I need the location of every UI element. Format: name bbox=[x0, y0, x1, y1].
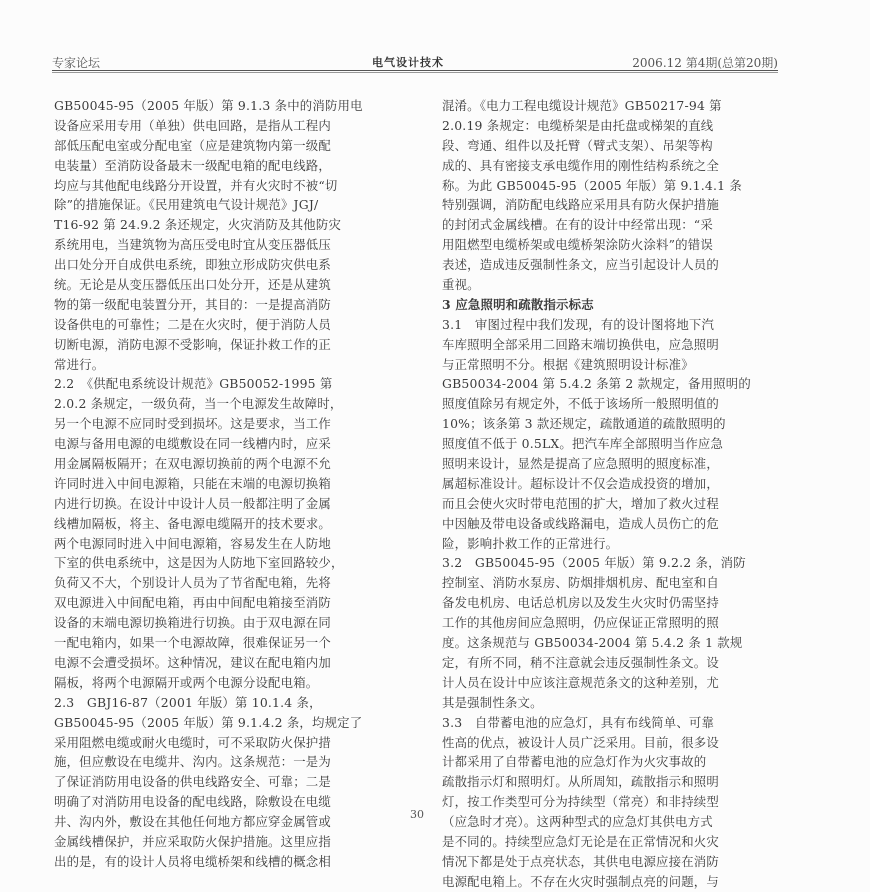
text-line: 明确了对消防用电设备的配电线路，除敷设在电缆 bbox=[54, 794, 331, 810]
text-line: 中因触及带电设备或线路漏电，造成人员伤亡的危 bbox=[442, 515, 719, 531]
text-line: 部低压配电室或分配电室（应是建筑物内第一级配 bbox=[54, 137, 331, 153]
text-line: 重视。 bbox=[442, 277, 480, 293]
text-line: 出的是，有的设计人员将电缆桥架和线槽的概念相 bbox=[54, 853, 331, 869]
text-line: 常进行。 bbox=[54, 356, 105, 372]
page-number: 30 bbox=[410, 808, 424, 821]
text-line: 性高的优点，被设计人员广泛采用。目前，很多设 bbox=[442, 734, 719, 750]
text-line: 2.0.2 条规定，一级负荷，当一个电源发生故障时， bbox=[54, 396, 343, 412]
text-line: 照度值不低于 0.5LX。把汽车库全部照明当作应急 bbox=[442, 436, 724, 452]
text-line: 电装量）至消防设备最末一级配电箱的配电线路， bbox=[54, 157, 331, 173]
text-line: 切断电源，消防电源不受影响，保证扑救工作的正 bbox=[54, 336, 331, 352]
text-line: 灯，按工作类型可分为持续型（常亮）和非持续型 bbox=[442, 794, 719, 810]
text-line: 设备供电的可靠性；二是在火灾时，便于消防人员 bbox=[54, 316, 331, 332]
text-line: GB50034-2004 第 5.4.2 条第 2 款规定，备用照明的 bbox=[442, 376, 751, 392]
text-line: 车库照明全部采用二回路末端切换供电，应急照明 bbox=[442, 336, 719, 352]
text-line: 计人员在设计中应该注意规范条文的这种差别，尤 bbox=[442, 674, 719, 690]
text-line: 称。为此 GB50045-95（2005 年版）第 9.1.4.1 条 bbox=[442, 177, 742, 193]
left-column bbox=[54, 96, 414, 872]
text-line: 除”的措施保证。《民用建筑电气设计规范》JGJ/ bbox=[54, 197, 319, 213]
text-line: 另一个电源不应同时受到损坏。这是要求，当工作 bbox=[54, 416, 331, 432]
text-line: 用阻燃型电缆桥架或电缆桥架涂防火涂料”的错误 bbox=[442, 237, 713, 253]
text-line: 10%；该条第 3 款还规定，疏散通道的疏散照明的 bbox=[442, 416, 726, 432]
text-line: 险，影响扑救工作的正常进行。 bbox=[442, 535, 619, 551]
text-line: 设备应采用专用（单独）供电回路，是指从工程内 bbox=[54, 117, 331, 133]
text-line: 照度值除另有规定外，不低于该场所一般照明值的 bbox=[442, 396, 719, 412]
text-line: 是不同的。持续型应急灯无论是在正常情况和火灾 bbox=[442, 833, 719, 849]
running-header bbox=[52, 52, 778, 76]
text-line: 两个电源同时进入中间电源箱，容易发生在人防地 bbox=[54, 535, 331, 551]
text-line: 均应与其他配电线路分开设置，并有火灾时不被“切 bbox=[54, 177, 338, 193]
text-line: 下室的供电系统中，这是因为人防地下室回路较少， bbox=[54, 555, 344, 571]
text-line: 电源配电箱上。不存在火灾时强制点亮的问题，与 bbox=[442, 873, 719, 889]
text-line: 井、沟内外，敷设在其他任何地方都应穿金属管或 bbox=[54, 814, 331, 830]
header-issue: 2006.12 第4期(总第20期) bbox=[632, 56, 778, 70]
text-line: 电源与备用电源的电缆敷设在同一线槽内时，应采 bbox=[54, 436, 331, 452]
text-line: 设备的末端电源切换箱进行切换。由于双电源在同 bbox=[54, 615, 331, 631]
text-line: 采用阻燃电缆或耐火电缆时，可不采取防火保护措 bbox=[54, 734, 331, 750]
text-line: 出口处分开自成供电系统，即独立形成防灾供电系 bbox=[54, 257, 331, 273]
right-column bbox=[442, 96, 814, 892]
text-line: 隔板，将两个电源隔开或两个电源分设配电箱。 bbox=[54, 674, 319, 690]
text-line: 工作的其他房间应急照明，仍应保证正常照明的照 bbox=[442, 615, 719, 631]
text-line: 计都采用了自带蓄电池的应急灯作为火灾事故的 bbox=[442, 754, 707, 770]
text-line: 与正常照明不分。根据《建筑照明设计标准》 bbox=[442, 356, 694, 372]
text-line: 2.2 《供配电系统设计规范》GB50052-1995 第 bbox=[54, 376, 333, 392]
text-line: 定，有所不同，稍不注意就会违反强制性条文。设 bbox=[442, 654, 719, 670]
text-line: 备发电机房、电话总机房以及发生火灾时仍需坚持 bbox=[442, 595, 719, 611]
text-line: GB50045-95（2005 年版）第 9.1.3 条中的消防用电 bbox=[54, 98, 363, 113]
text-line: 2.0.19 条规定：电缆桥架是由托盘或梯架的直线 bbox=[442, 117, 714, 133]
text-line: 用金属隔板隔开；在双电源切换前的两个电源不允 bbox=[54, 456, 331, 472]
text-line: 表述，造成违反强制性条文，应当引起设计人员的 bbox=[442, 257, 719, 273]
text-line: 度。这条规范与 GB50034-2004 第 5.4.2 条 1 款规 bbox=[442, 635, 743, 651]
text-line: 2.3 GBJ16-87（2001 年版）第 10.1.4 条， bbox=[54, 694, 322, 710]
text-line: 物的第一级配电装置分开，其目的：一是提高消防 bbox=[54, 296, 331, 312]
text-line: 金属线槽保护，并应采取防火保护措施。这里应指 bbox=[54, 833, 331, 849]
text-line: （应急时才亮）。这两种型式的应急灯其供电方式 bbox=[442, 814, 713, 830]
text-line: 统。无论是从变压器低压出口处分开，还是从建筑 bbox=[54, 277, 331, 293]
text-line: 了保证消防用电设备的供电线路安全、可靠；二是 bbox=[54, 774, 331, 790]
text-line: 属超标准设计。超标设计不仅会造成投资的增加， bbox=[442, 475, 719, 491]
text-line: GB50045-95（2005 年版）第 9.1.4.2 条，均规定了 bbox=[54, 714, 363, 730]
text-line: 系统用电，当建筑物为高压受电时宜从变压器低压 bbox=[54, 237, 331, 253]
text-line: 混淆。《电力工程电缆设计规范》GB50217-94 第 bbox=[442, 98, 722, 113]
text-line: 双电源进入中间配电箱，再由中间配电箱接至消防 bbox=[54, 595, 331, 611]
text-line: T16-92 第 24.9.2 条还规定，火灾消防及其他防灾 bbox=[54, 217, 342, 233]
text-line: 照明来设计，显然是提高了应急照明的照度标准， bbox=[442, 456, 719, 472]
text-line: 施，但应敷设在电缆井、沟内。这条规范：一是为 bbox=[54, 754, 331, 770]
header-rule bbox=[52, 70, 778, 71]
header-section: 专家论坛 bbox=[52, 56, 101, 70]
text-line: 3.3 自带蓄电池的应急灯，具有布线简单、可靠 bbox=[442, 714, 715, 730]
text-line: 3.1 审图过程中我们发现，有的设计图将地下汽 bbox=[442, 316, 715, 332]
text-line: 一配电箱内，如果一个电源故障，很难保证另一个 bbox=[54, 635, 331, 651]
text-line: 其是强制性条文。 bbox=[442, 694, 543, 710]
text-line: 情况下都是处于点亮状态，其供电电源应接在消防 bbox=[442, 853, 719, 869]
header-rule-secondary bbox=[52, 72, 778, 73]
text-line: 而且会使火灾时带电范围的扩大，增加了救火过程 bbox=[442, 495, 719, 511]
text-line: 特别强调，消防配电线路应采用具有防火保护措施 bbox=[442, 197, 719, 213]
text-line: 内进行切换。在设计中设计人员一般都注明了金属 bbox=[54, 495, 331, 511]
text-line: 3.2 GB50045-95（2005 年版）第 9.2.2 条，消防 bbox=[442, 555, 746, 571]
text-line: 3 应急照明和疏散指示标志 bbox=[442, 296, 594, 312]
header-journal: 电气设计技术 bbox=[372, 56, 444, 69]
text-line: 许同时进入中间电源箱，只能在末端的电源切换箱 bbox=[54, 475, 331, 491]
text-line: 负荷又不大，个别设计人员为了节省配电箱，先将 bbox=[54, 575, 331, 591]
text-line: 疏散指示灯和照明灯。从所周知，疏散指示和照明 bbox=[442, 774, 719, 790]
text-line: 电源不会遭受损坏。这种情况，建议在配电箱内加 bbox=[54, 654, 331, 670]
text-line: 线槽加隔板，将主、备电源电缆隔开的技术要求。 bbox=[54, 515, 331, 531]
text-line: 的封闭式金属线槽。在有的设计中经常出现：“采 bbox=[442, 217, 713, 233]
text-line: 成的、具有密接支承电缆作用的刚性结构系统之全 bbox=[442, 157, 719, 173]
text-line: 段、弯通、组件以及托臂（臂式支架）、吊架等构 bbox=[442, 137, 713, 153]
text-line: 控制室、消防水泵房、防烟排烟机房、配电室和自 bbox=[442, 575, 719, 591]
